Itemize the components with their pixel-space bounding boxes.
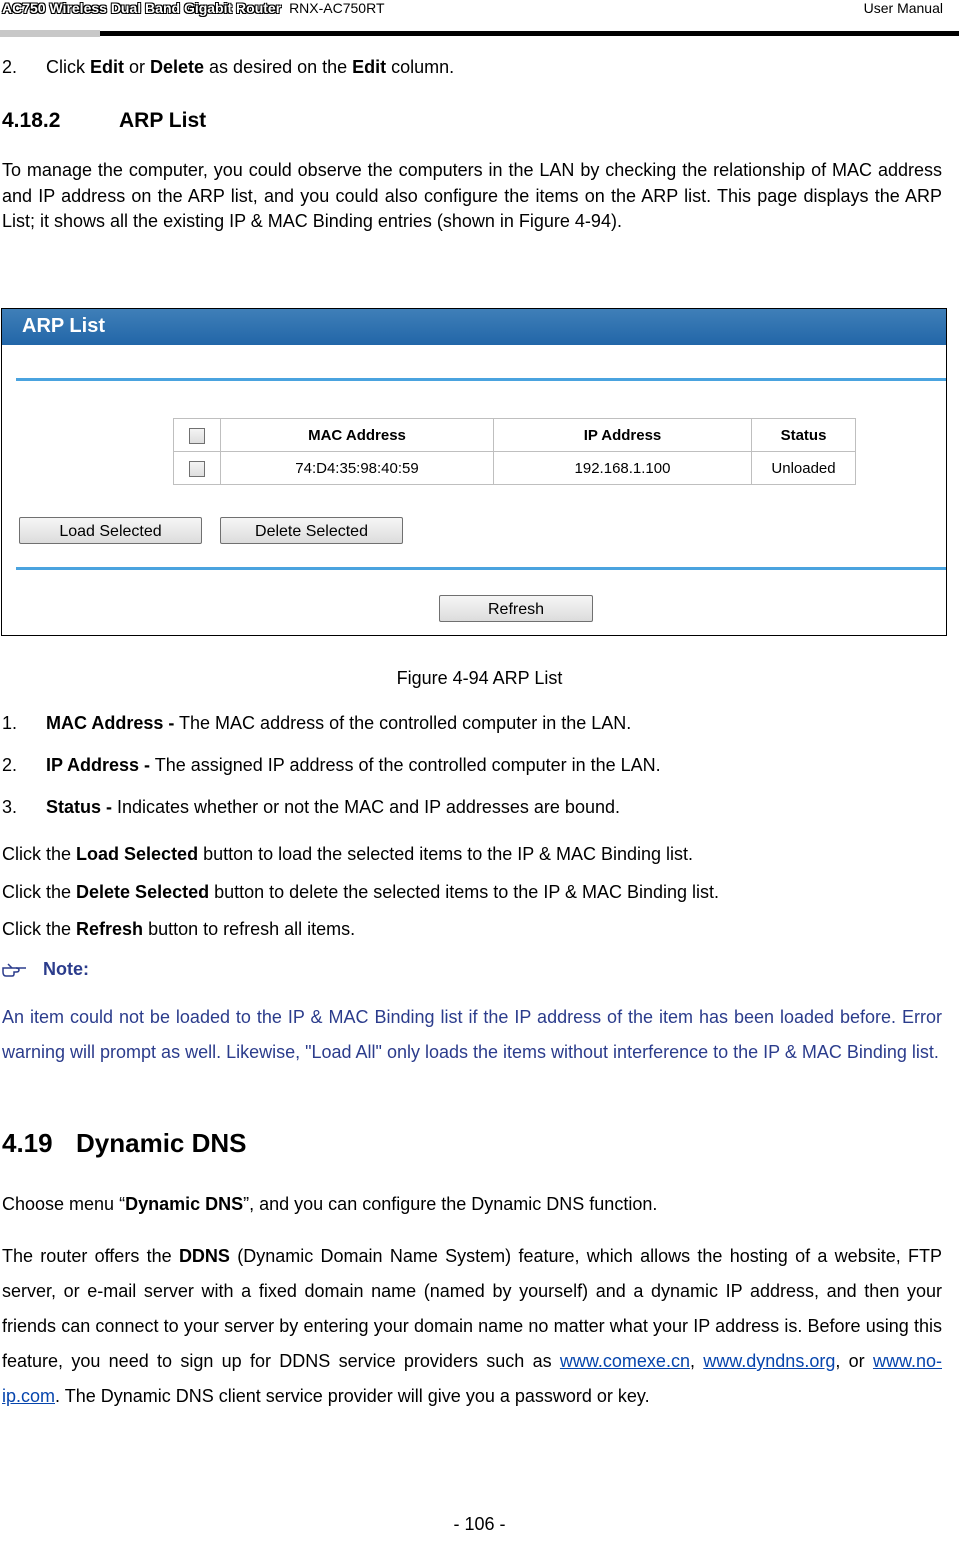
arp-list-title: ARP List [22, 315, 105, 337]
click-line [2, 918, 942, 940]
section-heading-arp-list [2, 110, 942, 132]
refresh-button[interactable]: Refresh [439, 595, 593, 622]
note-text: An item could not be loaded to the IP & MAC Binding list if the IP address of the item has been loaded before. Error warning will prompt as well. Likewise, "Load All" only loads the items without interference to the IP & MAC Binding list. [2, 1007, 942, 1062]
text: Click the [2, 919, 77, 939]
header-manual: User Manual [863, 0, 943, 16]
item-number: 2. [2, 755, 18, 775]
note-label: Note: [43, 959, 90, 979]
ddns-paragraph-1 [2, 1193, 942, 1215]
load-selected-button[interactable]: Load Selected [19, 517, 202, 544]
item-term: MAC Address - [46, 713, 175, 733]
header-rule-grey [0, 30, 100, 37]
text: button to load the selected items to the IP & MAC Binding list. [198, 844, 694, 864]
pointing-hand-icon [2, 960, 28, 980]
ddns-paragraph-2 [2, 1239, 942, 1414]
text: , or [835, 1351, 873, 1371]
header-rule-black [100, 31, 959, 36]
section-title: Dynamic DNS [76, 1128, 247, 1158]
item-desc: The MAC address of the controlled computer in the LAN. [174, 713, 632, 733]
link-dyndns[interactable]: www.dyndns.org [703, 1351, 836, 1371]
arp-intro-paragraph: To manage the computer, you could observe the computers in the LAN by checking the relationship of MAC address and IP address on the ARP list, and you could also configure the items on the ARP list. This page displays the ARP List; it shows all the existing IP & MAC Binding entries (shown in Figure 4-94). [2, 160, 942, 231]
text: The router offers the [2, 1246, 179, 1266]
item-number: 3. [2, 797, 18, 817]
click-line [2, 881, 942, 903]
cell-status: Unloaded [752, 452, 856, 485]
click-line [2, 843, 942, 865]
text: . The Dynamic DNS client service provider will give you a password or key. [55, 1386, 650, 1406]
text: button to delete the selected items to the IP & MAC Binding list. [209, 882, 720, 902]
row-select-cell [174, 452, 221, 485]
button-term: Delete Selected [76, 882, 210, 902]
table-row [174, 452, 856, 485]
item-desc: The assigned IP address of the controlled computer in the LAN. [150, 755, 661, 775]
menu-term: Dynamic DNS [125, 1194, 244, 1214]
page-header [0, 0, 959, 40]
text: Click [46, 57, 90, 77]
header-status: Status [752, 419, 856, 452]
arp-table [173, 418, 856, 485]
table-header-row [174, 419, 856, 452]
edit-column-term: Edit [352, 57, 387, 77]
item-number: 1. [2, 713, 18, 733]
text: as desired on the [204, 57, 353, 77]
section-heading-dynamic-dns [2, 1128, 942, 1158]
list-item [2, 796, 942, 818]
item-term: Status - [46, 797, 113, 817]
delete-term: Delete [150, 57, 205, 77]
text: (Dynamic Domain Name System) feature, which allows the hosting of a website, FTP server, or e-mail server with a fixed domain name (named by yourself) and a dynamic IP address, and then your friends can connect to your server by entering your domain name no matter what your IP address is. Before using this feature, you need to sign up for DDNS service providers such as [2, 1246, 943, 1371]
text: or [124, 57, 151, 77]
text: column. [386, 57, 455, 77]
section-title: ARP List [119, 109, 207, 132]
select-all-checkbox[interactable] [189, 428, 205, 444]
item-desc: Indicates whether or not the MAC and IP addresses are bound. [112, 797, 620, 817]
header-model: RNX-AC750RT [289, 0, 385, 16]
cell-ip-address: 192.168.1.100 [494, 452, 752, 485]
section-number: 4.18.2 [2, 109, 61, 132]
text: Click the [2, 882, 77, 902]
list-item [2, 754, 942, 776]
delete-selected-button[interactable]: Delete Selected [220, 517, 403, 544]
header-mac-address: MAC Address [221, 419, 494, 452]
note-heading [2, 958, 942, 980]
step-2 [2, 56, 942, 78]
link-no-ip[interactable]: www.no-ip.com [2, 1351, 942, 1406]
divider-line [16, 567, 946, 570]
list-item [2, 712, 942, 734]
select-all-cell [174, 419, 221, 452]
button-term: Load Selected [76, 844, 199, 864]
section-number: 4.19 [2, 1128, 53, 1158]
ddns-term: DDNS [178, 1246, 230, 1266]
step-number: 2. [2, 57, 18, 77]
button-term: Refresh [76, 919, 144, 939]
header-brand: AC750 Wireless Dual Band Gigabit Router [2, 0, 282, 16]
text: Choose menu “ [2, 1194, 126, 1214]
cell-mac-address: 74:D4:35:98:40:59 [221, 452, 494, 485]
page-number: - 106 - [453, 1514, 506, 1534]
divider-line [16, 378, 946, 381]
figure-caption: Figure 4-94 ARP List [396, 668, 563, 688]
link-comexe[interactable]: www.comexe.cn [559, 1351, 690, 1371]
row-checkbox[interactable] [189, 461, 205, 477]
text: ”, and you can configure the Dynamic DNS function. [243, 1194, 658, 1214]
text: Click the [2, 844, 77, 864]
item-term: IP Address - [46, 755, 151, 775]
header-ip-address: IP Address [494, 419, 752, 452]
text: button to refresh all items. [143, 919, 356, 939]
arp-list-title-bar [2, 309, 946, 345]
header-left [2, 0, 385, 16]
text: , [689, 1351, 704, 1371]
edit-term: Edit [90, 57, 124, 77]
